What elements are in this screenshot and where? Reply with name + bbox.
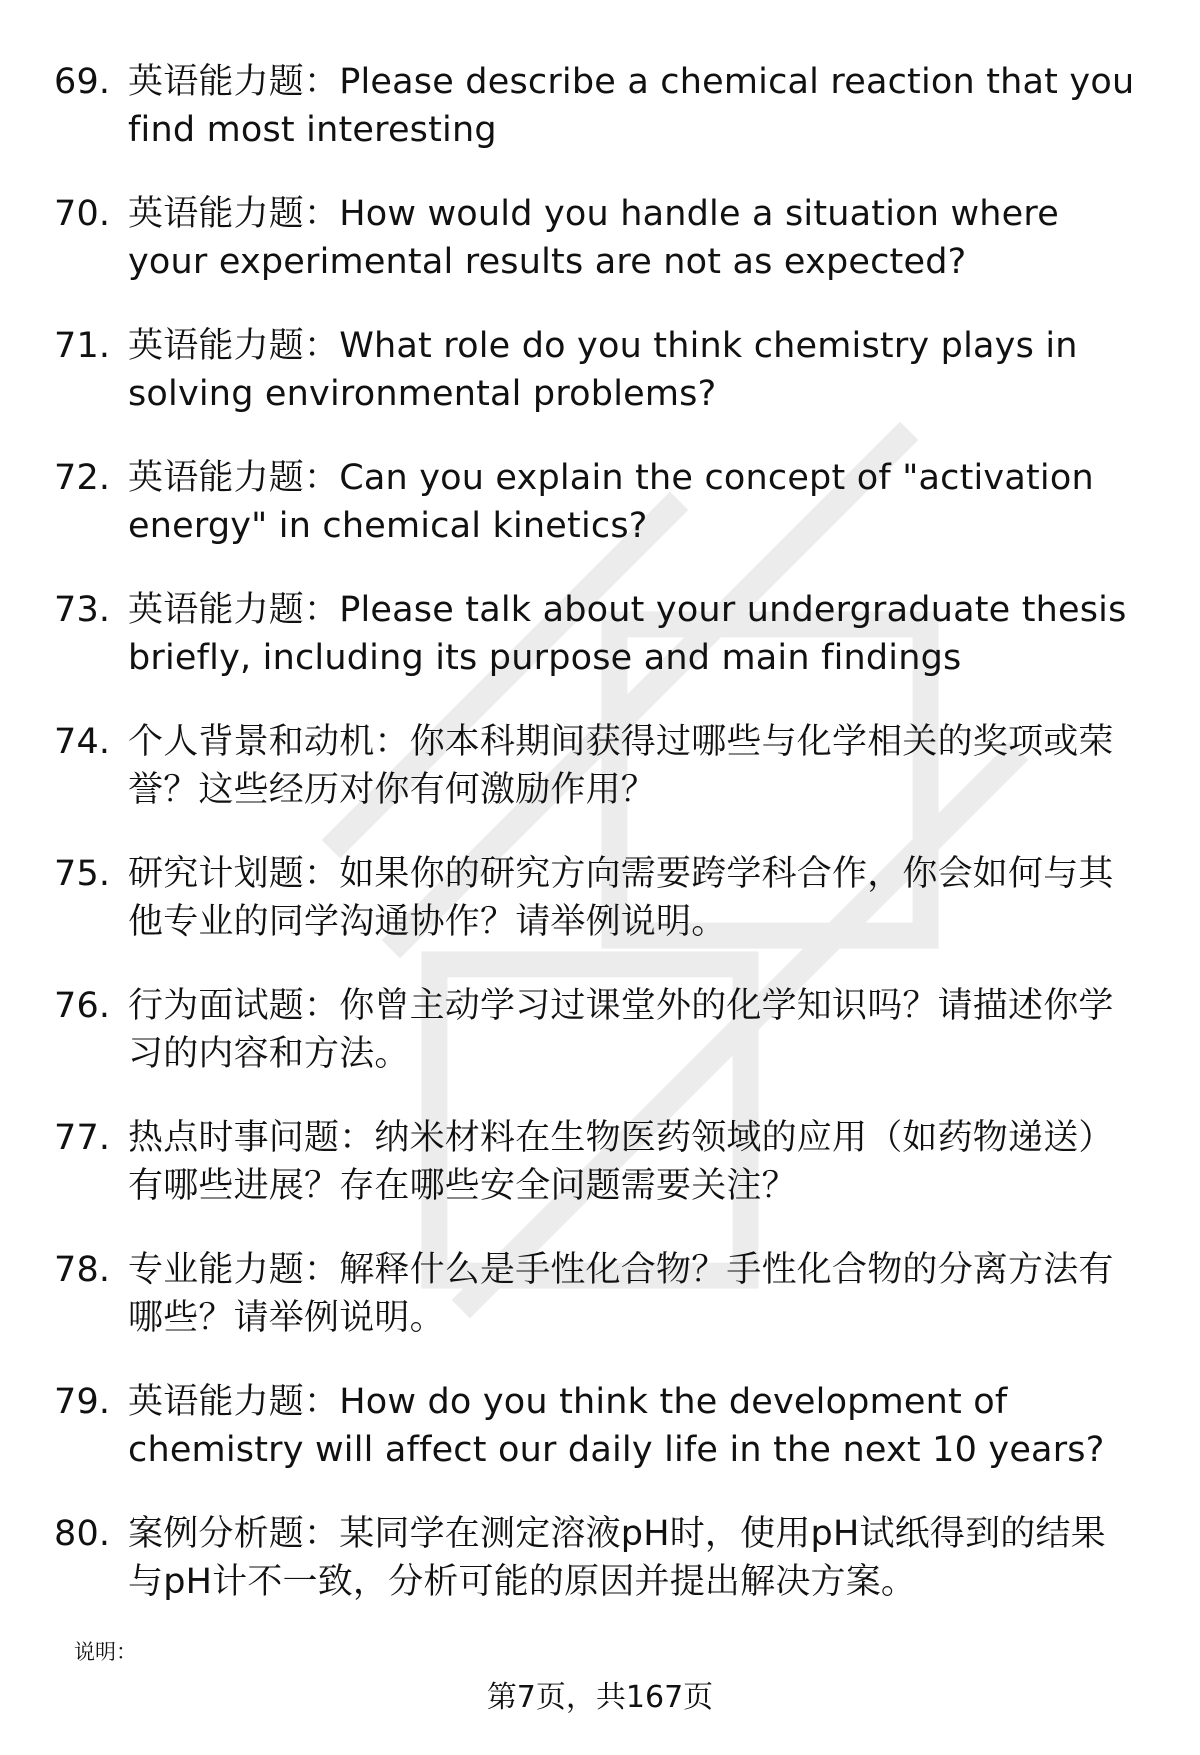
question-text: 个人背景和动机：你本科期间获得过哪些与化学相关的奖项或荣誉？这些经历对你有何激励作用？ [128, 722, 1114, 810]
question-list [54, 58, 1154, 1642]
question-text: 热点时事问题：纳米材料在生物医药领域的应用（如药物递送）有哪些进展？存在哪些安全问题需要关注？ [128, 1118, 1114, 1206]
question-number: 70. [54, 194, 111, 234]
question-item-69 [54, 58, 1154, 190]
question-text: 英语能力题：What role do you think chemistry plays in solving environmental problems? [128, 326, 1078, 414]
question-text: 研究计划题：如果你的研究方向需要跨学科合作，你会如何与其他专业的同学沟通协作？请举例说明。 [128, 854, 1114, 942]
question-item-77 [54, 1114, 1154, 1246]
note-label: 说明： [74, 1640, 137, 1664]
question-number: 80. [54, 1514, 111, 1554]
question-item-70 [54, 190, 1154, 322]
question-item-73 [54, 586, 1154, 718]
question-number: 77. [54, 1118, 111, 1158]
question-item-76 [54, 982, 1154, 1114]
question-item-75 [54, 850, 1154, 982]
page-footer: 第7页，共167页 [486, 1680, 714, 1715]
question-number: 71. [54, 326, 111, 366]
question-number: 69. [54, 62, 111, 102]
question-text: 专业能力题：解释什么是手性化合物？手性化合物的分离方法有哪些？请举例说明。 [128, 1250, 1114, 1338]
question-text: 案例分析题：某同学在测定溶液pH时，使用pH试纸得到的结果与pH计不一致，分析可能的原因并提出解决方案。 [128, 1514, 1106, 1602]
question-item-72 [54, 454, 1154, 586]
question-number: 72. [54, 458, 111, 498]
question-text: 英语能力题：Please describe a chemical reaction that you find most interesting [128, 62, 1135, 150]
question-text: 英语能力题：Please talk about your undergraduate thesis briefly, including its purpose and main findings [128, 590, 1127, 678]
question-item-80 [54, 1510, 1154, 1642]
question-number: 78. [54, 1250, 111, 1290]
question-text: 行为面试题：你曾主动学习过课堂外的化学知识吗？请描述你学习的内容和方法。 [128, 986, 1114, 1074]
question-item-78 [54, 1246, 1154, 1378]
question-item-71 [54, 322, 1154, 454]
question-text: 英语能力题：Can you explain the concept of "activation energy" in chemical kinetics? [128, 458, 1094, 546]
question-text: 英语能力题：How would you handle a situation where your experimental results are not as expected? [128, 194, 1059, 282]
question-number: 76. [54, 986, 111, 1026]
question-number: 75. [54, 854, 111, 894]
question-text: 英语能力题：How do you think the development of chemistry will affect our daily life in the next 10 years? [128, 1382, 1105, 1470]
question-number: 73. [54, 590, 111, 630]
question-item-74 [54, 718, 1154, 850]
question-number: 79. [54, 1382, 111, 1422]
question-number: 74. [54, 722, 111, 762]
question-item-79 [54, 1378, 1154, 1510]
